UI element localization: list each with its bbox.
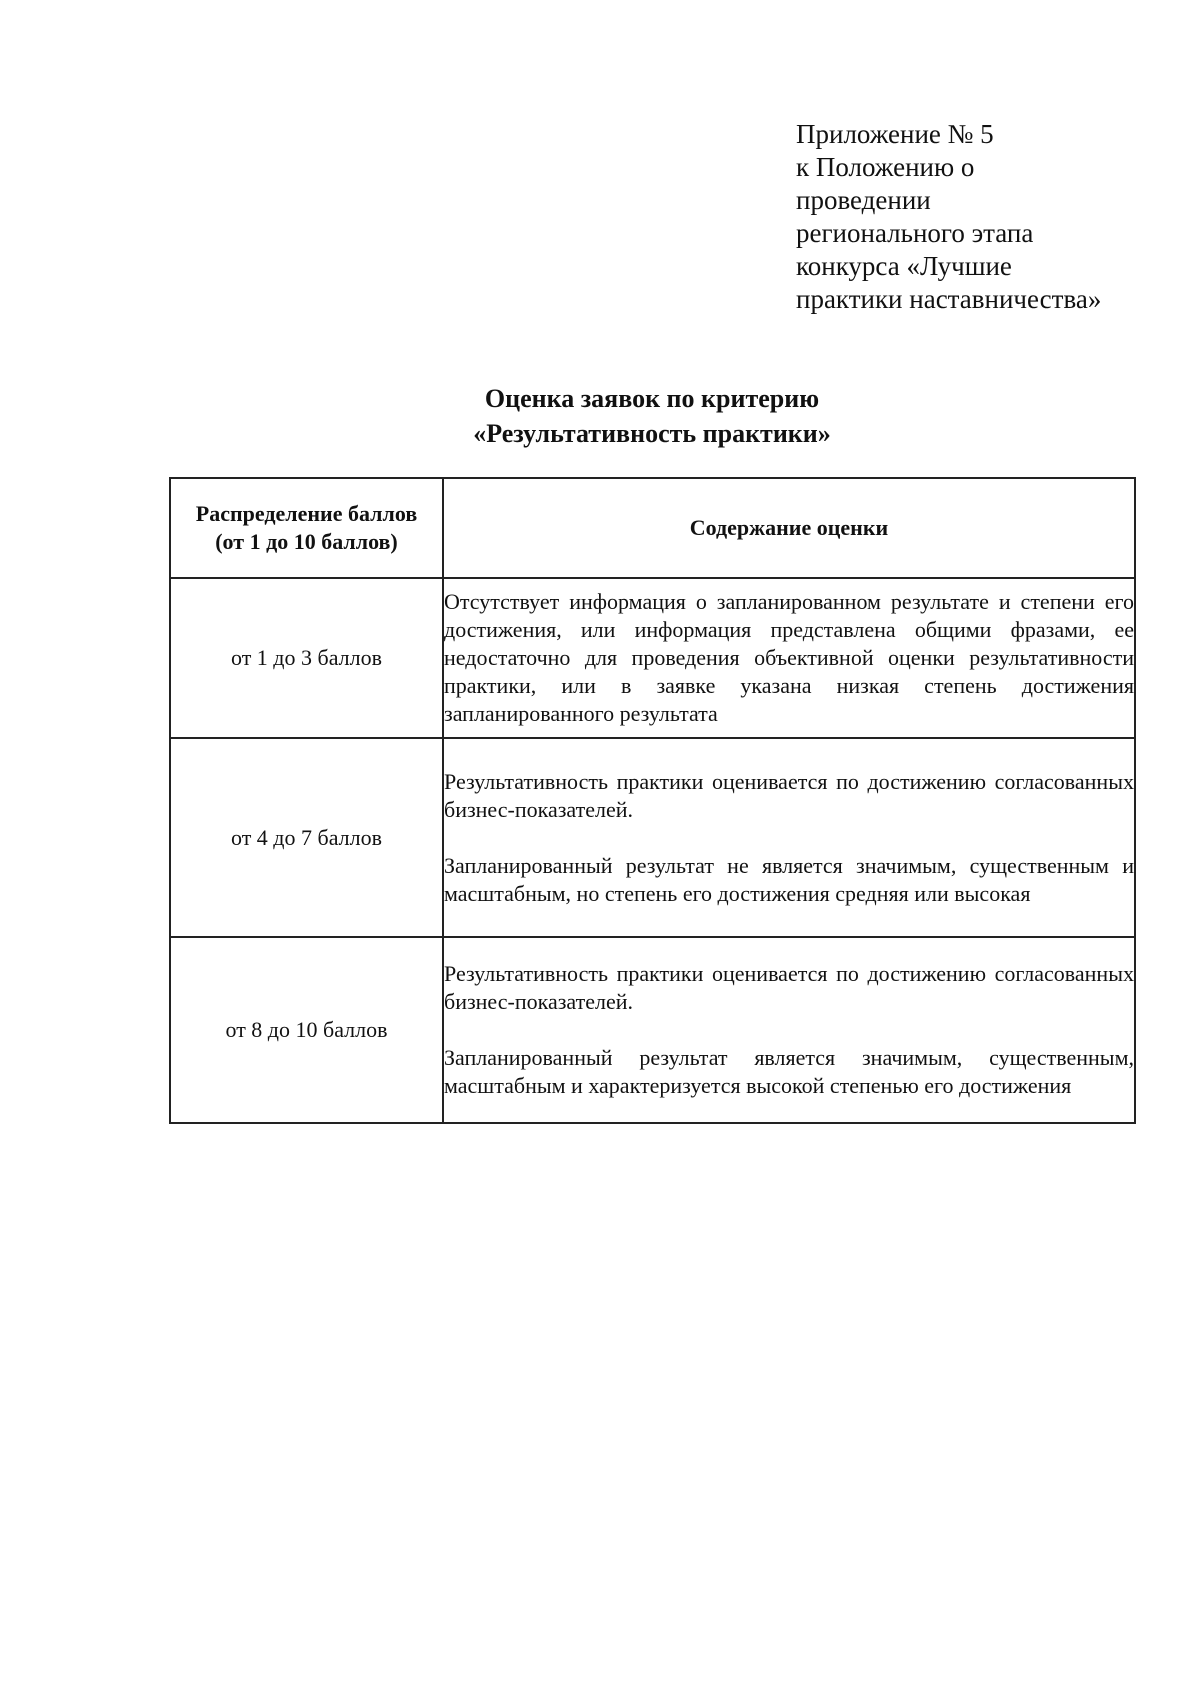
title-line-1: Оценка заявок по критерию <box>484 384 820 413</box>
table-header-row <box>170 478 1135 578</box>
score-range: от 1 до 3 баллов <box>170 578 443 738</box>
score-range: от 4 до 7 баллов <box>170 738 443 937</box>
score-range: от 8 до 10 баллов <box>170 937 443 1123</box>
evaluation-description <box>443 937 1135 1123</box>
table-row <box>170 738 1135 937</box>
header-evaluation-content: Содержание оценки <box>443 478 1135 578</box>
appendix-line: практики наставничества» <box>796 284 1102 314</box>
table-row <box>170 937 1135 1123</box>
title-line-2: «Результативность практики» <box>473 419 831 448</box>
appendix-line: Приложение № 5 <box>796 119 994 149</box>
appendix-line: к Положению о <box>796 152 975 182</box>
appendix-line: конкурса «Лучшие <box>796 251 1012 281</box>
table-row <box>170 578 1135 738</box>
criteria-table <box>169 477 1136 1124</box>
document-title <box>0 381 1200 451</box>
description-paragraph: Результативность практики оценивается по достижению согласованных бизнес-показателей. <box>444 961 1134 1014</box>
evaluation-description <box>443 578 1135 738</box>
description-paragraph: Результативность практики оценивается по достижению согласованных бизнес-показателей. <box>444 768 1134 822</box>
description-paragraph: Запланированный результат не является значимым, существенным и масштабным, но степень его достижения средняя или высокая <box>444 852 1134 906</box>
header-score-distribution: Распределение баллов (от 1 до 10 баллов) <box>170 478 443 578</box>
description-paragraph: Запланированный результат является значимым, существенным, масштабным и характеризуется высокой степенью его достижения <box>444 1045 1134 1098</box>
appendix-line: регионального этапа <box>796 218 1034 248</box>
description-paragraph: Отсутствует информация о запланированном результате и степени его достижения, или информация представлена общими фразами, ее недостаточно для проведения объективной оценки результативности практики, или в заявке указана низкая степень достижения запланированного результата <box>444 589 1134 726</box>
appendix-line: проведении <box>796 185 931 215</box>
evaluation-description <box>443 738 1135 937</box>
appendix-reference <box>796 118 1176 316</box>
